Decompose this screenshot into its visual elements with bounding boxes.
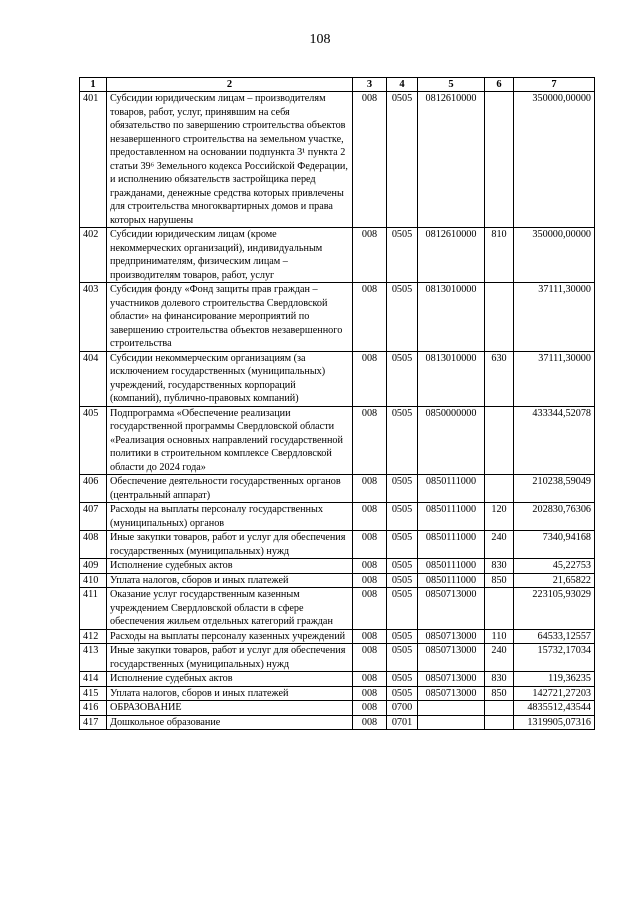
row-expense-type	[485, 588, 514, 630]
row-target-code: 0850713000	[418, 686, 485, 701]
budget-table	[79, 77, 595, 730]
row-ministry-code: 008	[353, 351, 387, 406]
row-expense-type	[485, 283, 514, 352]
header-col-1: 1	[80, 78, 107, 92]
row-ministry-code: 008	[353, 531, 387, 559]
row-number: 410	[80, 573, 107, 588]
row-section-code: 0505	[387, 573, 418, 588]
row-ministry-code: 008	[353, 283, 387, 352]
row-amount: 7340,94168	[514, 531, 595, 559]
row-expense-type: 850	[485, 573, 514, 588]
row-description: Уплата налогов, сборов и иных платежей	[107, 686, 353, 701]
row-section-code: 0505	[387, 629, 418, 644]
row-number: 409	[80, 559, 107, 574]
table-row	[80, 475, 595, 503]
row-number: 412	[80, 629, 107, 644]
row-target-code: 0850111000	[418, 573, 485, 588]
row-number: 414	[80, 672, 107, 687]
table-body	[80, 92, 595, 730]
row-section-code: 0505	[387, 559, 418, 574]
row-target-code: 0850713000	[418, 672, 485, 687]
row-amount: 64533,12557	[514, 629, 595, 644]
row-number: 404	[80, 351, 107, 406]
row-target-code: 0812610000	[418, 228, 485, 283]
row-expense-type: 850	[485, 686, 514, 701]
header-col-4: 4	[387, 78, 418, 92]
row-ministry-code: 008	[353, 475, 387, 503]
row-description: Оказание услуг государственным казенным учреждением Свердловской области в сфере обеспечения жильем отдельных категорий граждан	[107, 588, 353, 630]
row-number: 403	[80, 283, 107, 352]
table-row	[80, 629, 595, 644]
row-target-code: 0850111000	[418, 503, 485, 531]
row-expense-type: 240	[485, 531, 514, 559]
row-description: Дошкольное образование	[107, 715, 353, 730]
row-description: Субсидии юридическим лицам – производителям товаров, работ, услуг, принявшим на себя обязательство по завершению строительства объектов незавершенного строительства на земельном участке, предоставленном на основании подпункта 3¹ пункта 2 статьи 39⁶ Земельного кодекса Российской Федерации, и исполнению обязательств застройщика перед гражданами, денежные средства которых привлечены для строительства многоквартирных домов и права которых нарушены	[107, 92, 353, 228]
table-row	[80, 573, 595, 588]
row-target-code: 0850000000	[418, 406, 485, 475]
row-expense-type: 110	[485, 629, 514, 644]
row-number: 417	[80, 715, 107, 730]
table-row	[80, 715, 595, 730]
row-description: Исполнение судебных актов	[107, 672, 353, 687]
row-ministry-code: 008	[353, 406, 387, 475]
row-section-code: 0505	[387, 503, 418, 531]
table-row	[80, 406, 595, 475]
row-section-code: 0505	[387, 351, 418, 406]
row-amount: 1319905,07316	[514, 715, 595, 730]
row-ministry-code: 008	[353, 715, 387, 730]
row-description: Субсидии некоммерческим организациям (за исключением государственных (муниципальных) учреждений, государственных корпораций (компаний), публично-правовых компаний)	[107, 351, 353, 406]
row-target-code	[418, 715, 485, 730]
row-number: 406	[80, 475, 107, 503]
row-section-code: 0505	[387, 672, 418, 687]
table-row	[80, 531, 595, 559]
row-ministry-code: 008	[353, 573, 387, 588]
row-ministry-code: 008	[353, 686, 387, 701]
row-target-code: 0850713000	[418, 588, 485, 630]
row-section-code: 0505	[387, 644, 418, 672]
row-number: 405	[80, 406, 107, 475]
row-section-code: 0505	[387, 406, 418, 475]
row-target-code: 0813010000	[418, 283, 485, 352]
row-amount: 350000,00000	[514, 228, 595, 283]
row-ministry-code: 008	[353, 228, 387, 283]
row-amount: 119,36235	[514, 672, 595, 687]
row-section-code: 0505	[387, 588, 418, 630]
row-expense-type: 830	[485, 559, 514, 574]
row-description: Расходы на выплаты персоналу казенных учреждений	[107, 629, 353, 644]
row-description: Иные закупки товаров, работ и услуг для обеспечения государственных (муниципальных) нужд	[107, 644, 353, 672]
row-target-code	[418, 701, 485, 716]
row-target-code: 0850111000	[418, 559, 485, 574]
row-amount: 4835512,43544	[514, 701, 595, 716]
row-amount: 223105,93029	[514, 588, 595, 630]
row-number: 411	[80, 588, 107, 630]
row-number: 402	[80, 228, 107, 283]
row-section-code: 0700	[387, 701, 418, 716]
table-row	[80, 351, 595, 406]
row-section-code: 0505	[387, 686, 418, 701]
row-amount: 15732,17034	[514, 644, 595, 672]
row-description: ОБРАЗОВАНИЕ	[107, 701, 353, 716]
row-section-code: 0701	[387, 715, 418, 730]
row-description: Исполнение судебных актов	[107, 559, 353, 574]
header-col-5: 5	[418, 78, 485, 92]
row-description: Подпрограмма «Обеспечение реализации государственной программы Свердловской области «Реализация основных направлений государственной политики в строительном комплексе Свердловской области до 2024 года»	[107, 406, 353, 475]
row-amount: 45,22753	[514, 559, 595, 574]
row-expense-type	[485, 92, 514, 228]
row-ministry-code: 008	[353, 629, 387, 644]
row-number: 416	[80, 701, 107, 716]
row-ministry-code: 008	[353, 588, 387, 630]
row-expense-type: 630	[485, 351, 514, 406]
row-amount: 21,65822	[514, 573, 595, 588]
row-expense-type	[485, 475, 514, 503]
header-col-2: 2	[107, 78, 353, 92]
row-expense-type: 810	[485, 228, 514, 283]
row-target-code: 0850713000	[418, 629, 485, 644]
row-expense-type: 830	[485, 672, 514, 687]
header-col-3: 3	[353, 78, 387, 92]
row-section-code: 0505	[387, 283, 418, 352]
row-target-code: 0850111000	[418, 531, 485, 559]
header-col-7: 7	[514, 78, 595, 92]
table-row	[80, 672, 595, 687]
table-row	[80, 283, 595, 352]
row-description: Субсидия фонду «Фонд защиты прав граждан – участников долевого строительства Свердловской области» на финансирование мероприятий по завершению строительства объектов незавершенного строительства	[107, 283, 353, 352]
table-row	[80, 701, 595, 716]
row-target-code: 0813010000	[418, 351, 485, 406]
row-ministry-code: 008	[353, 503, 387, 531]
row-section-code: 0505	[387, 92, 418, 228]
row-amount: 433344,52078	[514, 406, 595, 475]
row-section-code: 0505	[387, 475, 418, 503]
row-target-code: 0850111000	[418, 475, 485, 503]
row-expense-type	[485, 406, 514, 475]
header-row	[80, 78, 595, 92]
row-ministry-code: 008	[353, 559, 387, 574]
row-description: Расходы на выплаты персоналу государственных (муниципальных) органов	[107, 503, 353, 531]
row-expense-type	[485, 715, 514, 730]
row-ministry-code: 008	[353, 672, 387, 687]
table-row	[80, 503, 595, 531]
row-description: Субсидии юридическим лицам (кроме некоммерческих организаций), индивидуальным предпринимателям, физическим лицам – производителям товаров, работ, услуг	[107, 228, 353, 283]
row-expense-type	[485, 701, 514, 716]
table-row	[80, 686, 595, 701]
row-ministry-code: 008	[353, 701, 387, 716]
row-expense-type: 240	[485, 644, 514, 672]
row-expense-type: 120	[485, 503, 514, 531]
row-amount: 37111,30000	[514, 351, 595, 406]
row-section-code: 0505	[387, 228, 418, 283]
row-section-code: 0505	[387, 531, 418, 559]
row-target-code: 0812610000	[418, 92, 485, 228]
row-ministry-code: 008	[353, 92, 387, 228]
row-number: 413	[80, 644, 107, 672]
row-number: 415	[80, 686, 107, 701]
row-number: 401	[80, 92, 107, 228]
row-ministry-code: 008	[353, 644, 387, 672]
row-amount: 210238,59049	[514, 475, 595, 503]
table-row	[80, 588, 595, 630]
row-amount: 350000,00000	[514, 92, 595, 228]
table-row	[80, 92, 595, 228]
row-number: 407	[80, 503, 107, 531]
row-description: Иные закупки товаров, работ и услуг для обеспечения государственных (муниципальных) нужд	[107, 531, 353, 559]
table-row	[80, 644, 595, 672]
row-amount: 142721,27203	[514, 686, 595, 701]
row-description: Обеспечение деятельности государственных органов (центральный аппарат)	[107, 475, 353, 503]
row-amount: 202830,76306	[514, 503, 595, 531]
row-amount: 37111,30000	[514, 283, 595, 352]
row-description: Уплата налогов, сборов и иных платежей	[107, 573, 353, 588]
table-row	[80, 228, 595, 283]
row-target-code: 0850713000	[418, 644, 485, 672]
page-number: 108	[309, 32, 331, 47]
header-col-6: 6	[485, 78, 514, 92]
table-row	[80, 559, 595, 574]
row-number: 408	[80, 531, 107, 559]
